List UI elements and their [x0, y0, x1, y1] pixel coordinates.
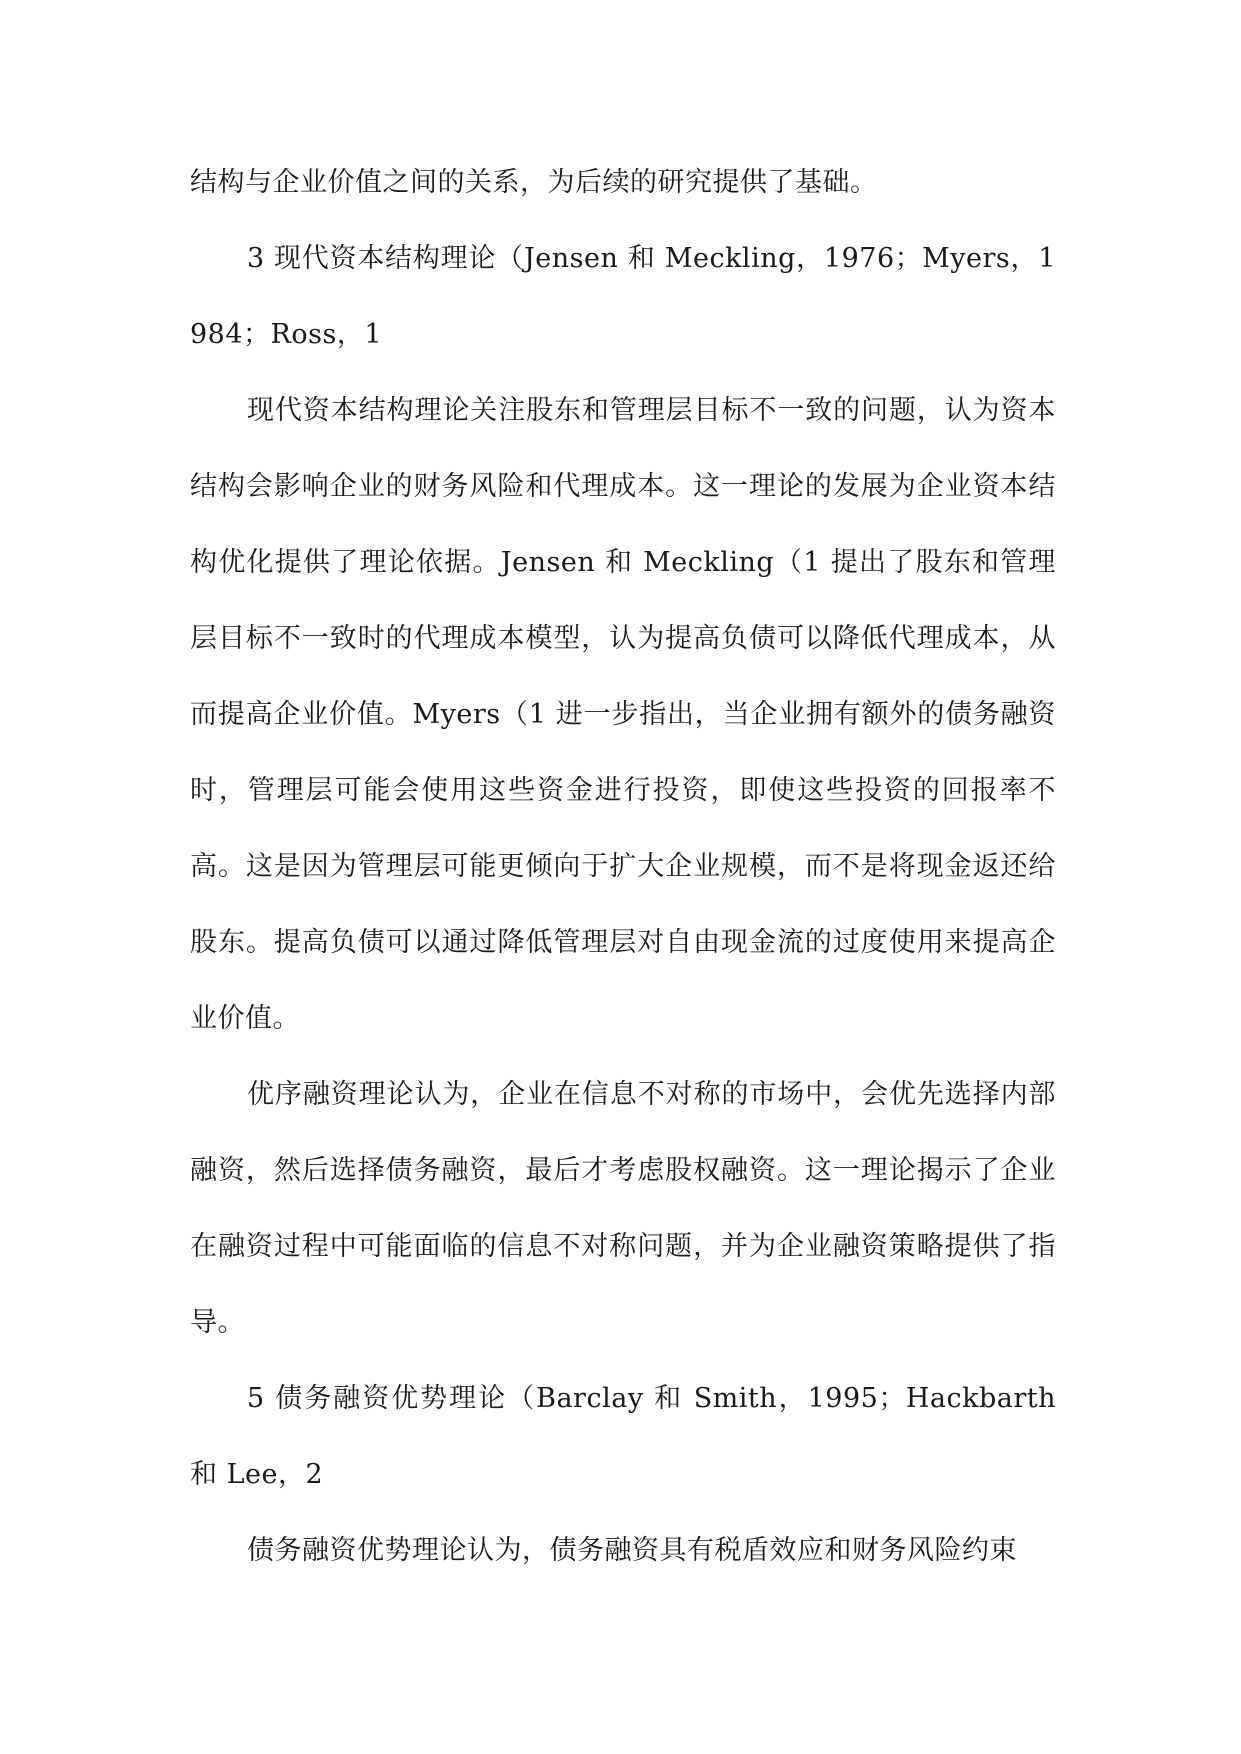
section-heading-modern-capital-structure: 3 现代资本结构理论（Jensen 和 Meckling，1976；Myers，1984；Ross，1 [190, 243, 1056, 350]
paragraph-debt-financing-advantage: 债务融资优势理论认为，债务融资具有税盾效应和财务风险约束 [247, 1535, 1017, 1566]
paragraph-modern-capital-structure: 现代资本结构理论关注股东和管理层目标不一致的问题，认为资本结构会影响企业的财务风险和代理成本。这一理论的发展为企业资本结构优化提供了理论依据。Jensen 和 Meckling（1 提出了股东和管理层目标不一致时的代理成本模型，认为提高负债可以降低代理成本，从而提高企业价值。Myers（1 进一步指出，当企业拥有额外的债务融资时，管理层可能会使用这些资金进行投资，即使这些投资的回报率不高。这是因为管理层可能更倾向于扩大企业规模，而不是将现金返还给股东。提高负债可以通过降低管理层对自由现金流的过度使用来提高企业价值。 [190, 395, 1056, 1034]
document-body [190, 145, 1056, 1589]
paragraph-pecking-order: 优序融资理论认为，企业在信息不对称的市场中，会优先选择内部融资，然后选择债务融资，最后才考虑股权融资。这一理论揭示了企业在融资过程中可能面临的信息不对称问题，并为企业融资策略提供了指导。 [190, 1079, 1056, 1338]
section-heading-debt-financing-advantage: 5 债务融资优势理论（Barclay 和 Smith，1995；Hackbarth 和 Lee，2 [190, 1383, 1056, 1490]
paragraph-continuation: 结构与企业价值之间的关系，为后续的研究提供了基础。 [190, 167, 878, 198]
